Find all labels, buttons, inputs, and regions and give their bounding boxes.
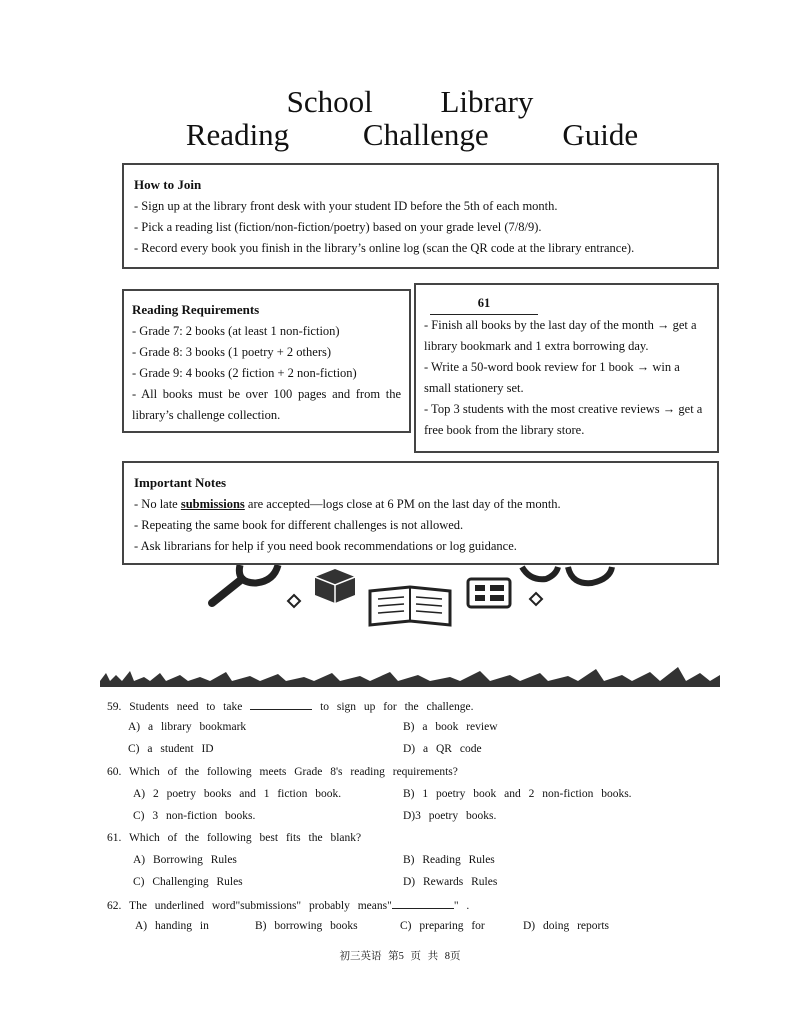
reward-item: - Top 3 students with the most creative reviews → get a free book from the library store. — [424, 402, 703, 437]
answer-blank — [250, 699, 312, 710]
option-61-c: C) Challenging Rules — [133, 876, 243, 888]
note-item: - Ask librarians for help if you need book recommendations or log guidance. — [134, 539, 517, 553]
join-item: - Pick a reading list (fiction/non-fiction/poetry) based on your grade level (7/8/9). — [134, 220, 542, 234]
join-item: - Record every book you finish in the library’s online log (scan the QR code at the library entrance). — [134, 241, 635, 255]
rewards-box — [414, 283, 719, 453]
option-62-b: B) borrowing books — [255, 920, 358, 932]
important-notes-box — [122, 461, 719, 565]
reward-item: - Finish all books by the last day of the month → get a library bookmark and 1 extra borrowing day. — [424, 318, 697, 353]
page-footer: 初三英语 第5 页 共 8页 — [339, 951, 461, 962]
option-59-c: C) a student ID — [128, 743, 214, 755]
join-item: - Sign up at the library front desk with your student ID before the 5th of each month. — [134, 199, 558, 213]
note-text: are accepted—logs close at 6 PM on the last day of the month. — [244, 497, 561, 511]
rewards-heading-blank: 61 — [430, 293, 538, 315]
question-61: 61. Which of the following best fits the blank? — [107, 832, 362, 844]
magnifier-icon — [212, 565, 278, 603]
requirement-item: - All books must be over 100 pages and from the library’s challenge collection. — [132, 387, 401, 422]
reward-item: - Write a 50-word book review for 1 book → win a small stationery set. — [424, 360, 680, 395]
option-62-a: A) handing in — [135, 920, 209, 932]
option-61-d: D) Rewards Rules — [403, 876, 498, 888]
answer-blank — [392, 898, 454, 909]
box-icon — [315, 569, 355, 603]
option-59-b: B) a book review — [403, 721, 498, 733]
join-heading: How to Join — [134, 177, 202, 192]
underlined-word: submissions — [180, 497, 245, 511]
option-60-b: B) 1 poetry book and 2 non-fiction books. — [403, 788, 632, 800]
option-59-d: D) a QR code — [403, 743, 482, 755]
question-59 — [107, 699, 473, 713]
decorative-icons — [200, 565, 630, 645]
question-text: 59. Students need to take — [107, 701, 243, 713]
option-61-b: B) Reading Rules — [403, 854, 495, 866]
option-60-c: C) 3 non-fiction books. — [133, 810, 256, 822]
option-59-a: A) a library bookmark — [128, 721, 247, 733]
diamond-icon — [530, 593, 542, 605]
question-60: 60. Which of the following meets Grade 8's reading requirements? — [107, 766, 458, 778]
option-61-a: A) Borrowing Rules — [133, 854, 237, 866]
requirement-item: - Grade 8: 3 books (1 poetry + 2 others) — [132, 345, 332, 359]
requirements-heading: Reading Requirements — [132, 302, 260, 317]
question-text: 62. The underlined word"submissions" probably means" — [107, 900, 392, 912]
note-item: - Repeating the same book for different challenges is not allowed. — [134, 518, 464, 532]
chart-card-icon — [468, 579, 510, 607]
question-text: " . — [453, 900, 470, 912]
title-line-2: Reading Challenge Guide — [185, 117, 639, 152]
option-60-a: A) 2 poetry books and 1 fiction book. — [133, 788, 342, 800]
question-text: to sign up for the challenge. — [320, 701, 474, 713]
diamond-icon — [288, 595, 300, 607]
open-book-icon — [370, 587, 450, 625]
note-item — [134, 494, 707, 515]
option-60-d: D)3 poetry books. — [403, 810, 497, 822]
how-to-join-box — [122, 163, 719, 269]
title-line-1: School Library — [286, 84, 534, 119]
question-62 — [107, 898, 469, 912]
glasses-icon — [522, 567, 612, 583]
option-62-c: C) preparing for — [400, 920, 485, 932]
requirement-item: - Grade 9: 4 books (2 fiction + 2 non-fiction) — [132, 366, 357, 380]
requirement-item: - Grade 7: 2 books (at least 1 non-fiction) — [132, 324, 340, 338]
notes-heading: Important Notes — [134, 475, 227, 490]
option-62-d: D) doing reports — [523, 920, 610, 932]
note-text: - No late — [134, 497, 181, 511]
grass-divider — [100, 663, 720, 691]
reading-requirements-box — [122, 289, 411, 433]
